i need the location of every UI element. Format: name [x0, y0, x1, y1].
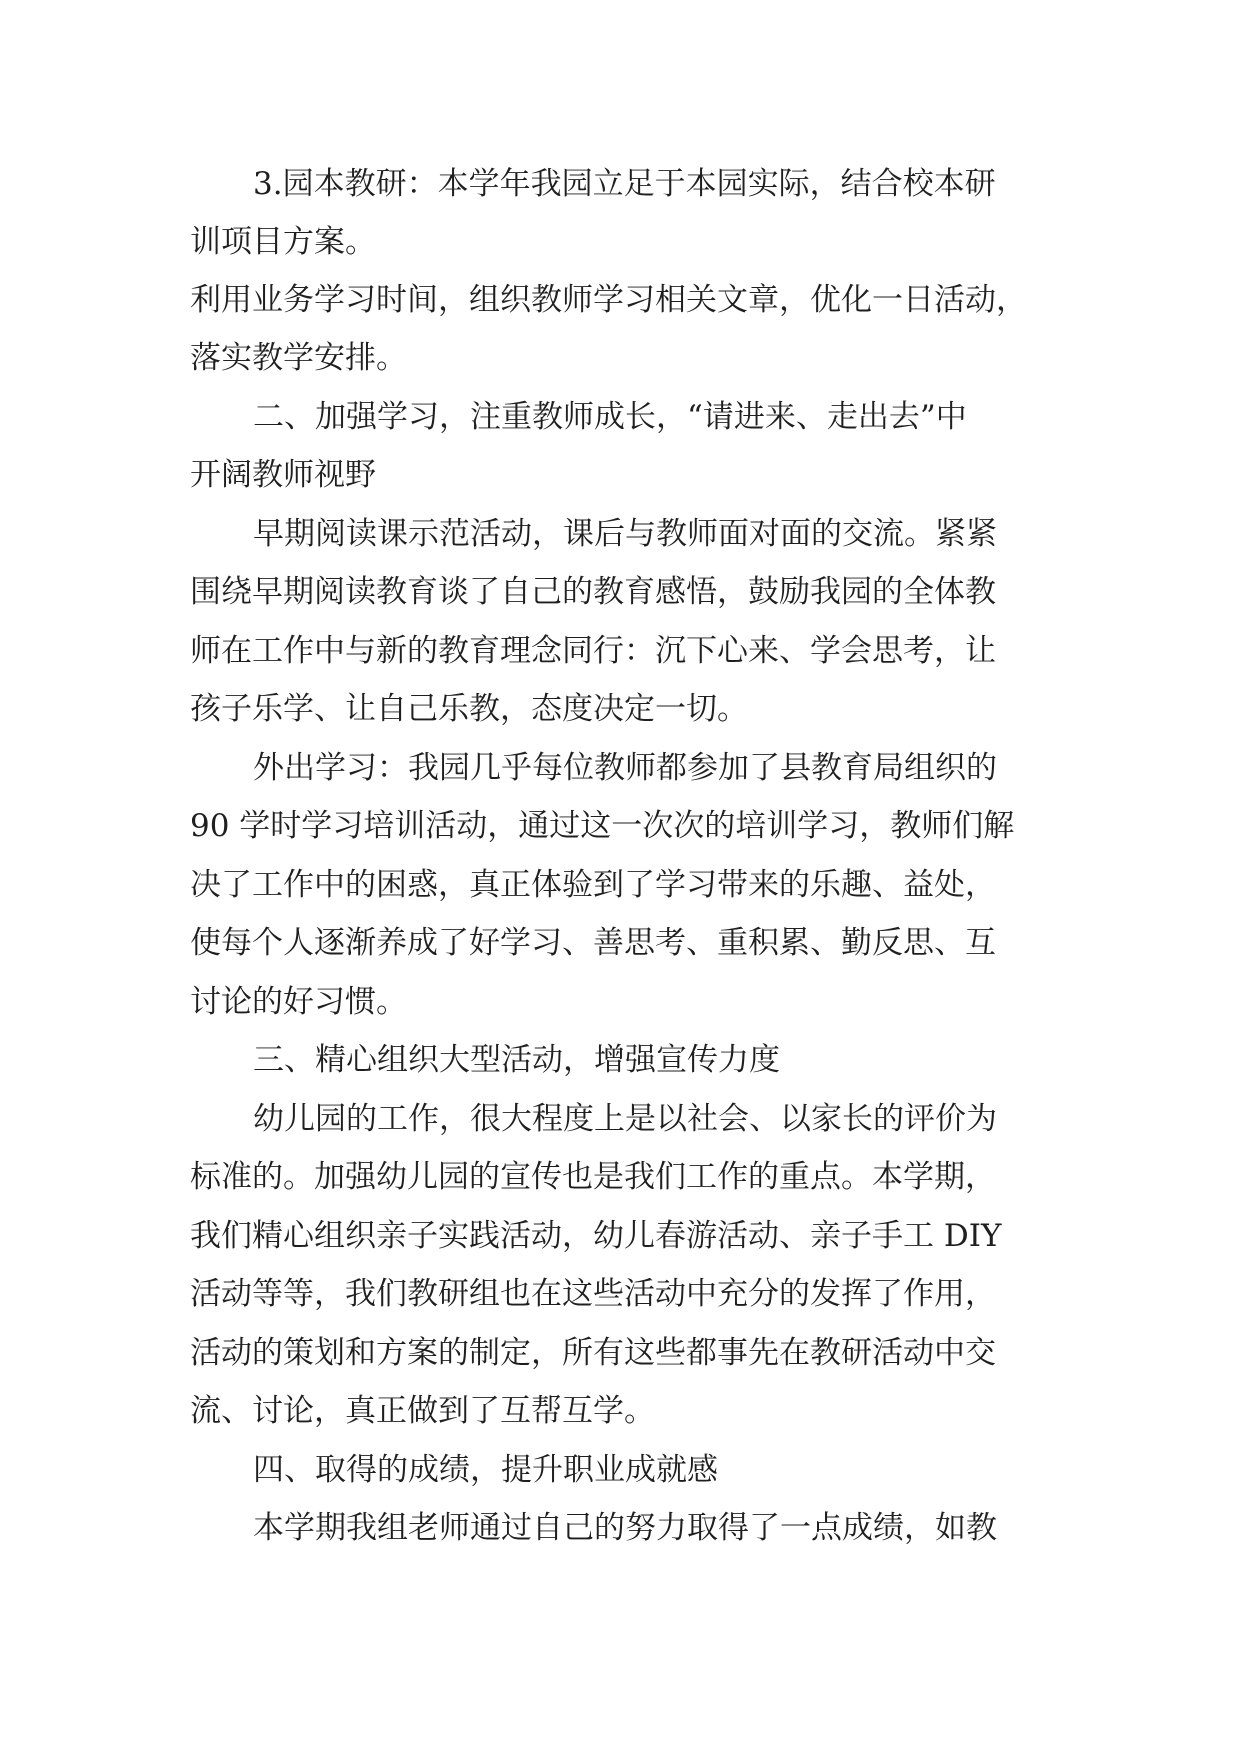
- text-line: 围绕早期阅读教育谈了自己的教育感悟，鼓励我园的全体教: [190, 574, 996, 610]
- text-line: 90 学时学习培训活动，通过这一次次的培训学习，教师们解: [190, 808, 1015, 844]
- text-line: 讨论的好习惯。: [190, 984, 407, 1020]
- text-line: 使每个人逐渐养成了好学习、善思考、重积累、勤反思、互: [190, 925, 996, 961]
- text-line: 幼儿园的工作，很大程度上是以社会、以家长的评价为: [253, 1101, 997, 1137]
- text-line: 落实教学安排。: [190, 340, 407, 376]
- text-line: 决了工作中的困惑，真正体验到了学习带来的乐趣、益处，: [190, 867, 996, 903]
- text-line: 活动的策划和方案的制定，所有这些都事先在教研活动中交: [190, 1335, 996, 1371]
- text-line: 流、讨论，真正做到了互帮互学。: [190, 1393, 655, 1429]
- text-line: 外出学习：我园几乎每位教师都参加了县教育局组织的: [253, 750, 997, 786]
- text-line: 活动等等，我们教研组也在这些活动中充分的发挥了作用，: [190, 1276, 996, 1312]
- text-line: 训项目方案。: [190, 224, 376, 260]
- text-line: 利用业务学习时间，组织教师学习相关文章，优化一日活动，: [190, 282, 1027, 318]
- text-line: 我们精心组织亲子实践活动，幼儿春游活动、亲子手工 DIY: [190, 1218, 1002, 1254]
- section-heading: 三、精心组织大型活动，增强宣传力度: [253, 1042, 780, 1078]
- section-heading-continued: 开阔教师视野: [190, 457, 376, 493]
- section-heading: 四、取得的成绩，提升职业成就感: [253, 1452, 718, 1488]
- text-line: 早期阅读课示范活动，课后与教师面对面的交流。紧紧: [253, 516, 997, 552]
- text-line: 师在工作中与新的教育理念同行：沉下心来、学会思考，让: [190, 633, 996, 669]
- text-line: 标准的。加强幼儿园的宣传也是我们工作的重点。本学期，: [190, 1159, 996, 1195]
- text-line: 孩子乐学、让自己乐教，态度决定一切。: [190, 691, 748, 727]
- text-line: 3.园本教研：本学年我园立足于本园实际，结合校本研: [253, 166, 996, 202]
- section-heading: 二、加强学习，注重教师成长，“请进来、走出去”中: [253, 399, 967, 435]
- text-line: 本学期我组老师通过自己的努力取得了一点成绩，如教: [253, 1510, 997, 1546]
